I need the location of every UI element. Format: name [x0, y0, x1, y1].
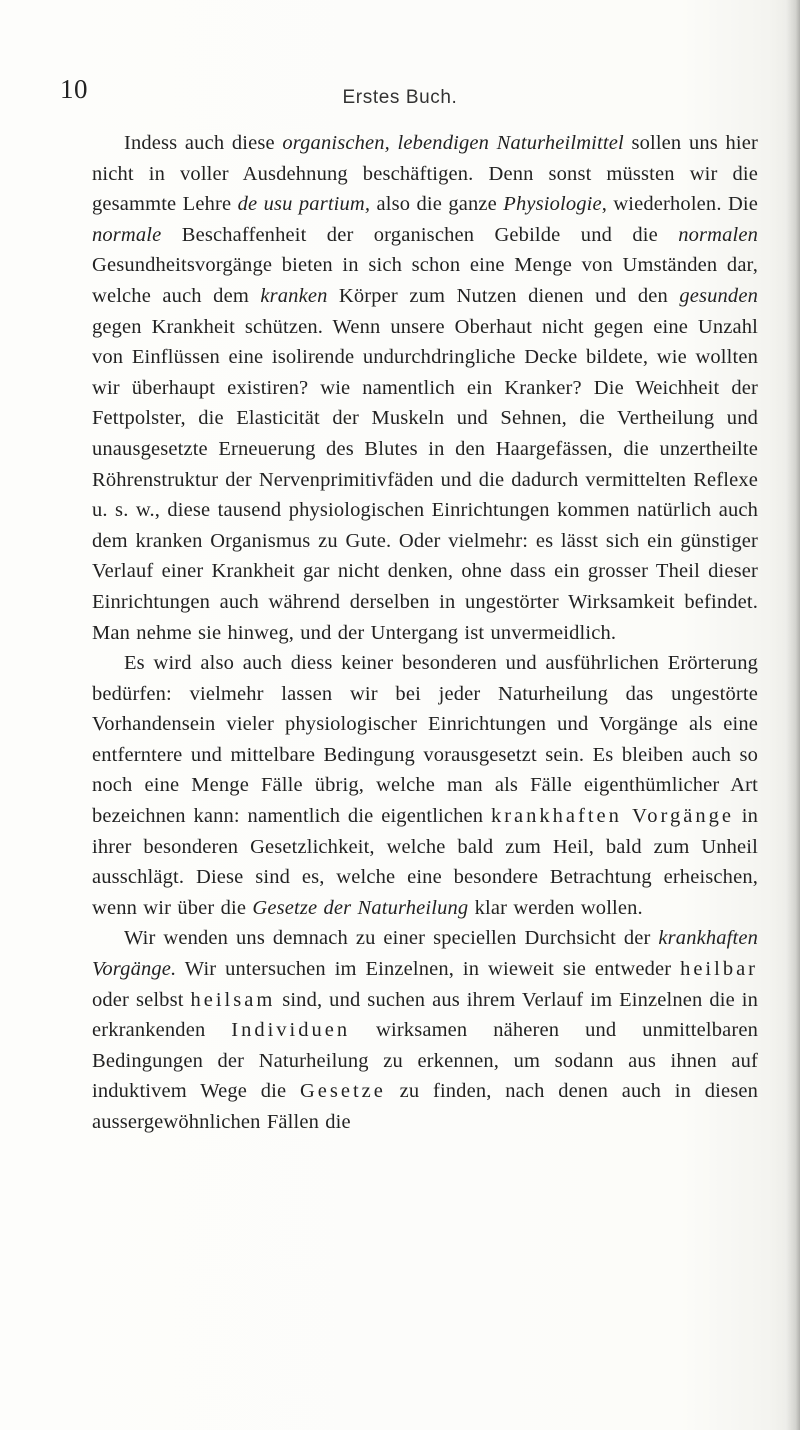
italic-run: kranken [260, 284, 328, 307]
text-run: Es wird also auch diess keiner besonderen und ausführlichen Erörterung bedürfen: vielmehr lassen wir bei jeder Naturheilung das ungestörte Vorhandensein vieler physiologischer Einrichtungen und Vorgänge als eine entferntere und mittelbare Bedingung vorausgesetzt sein. Es bleiben auch so noch eine Menge Fälle übrig, welche man als Fälle eigenthümlicher Art bezeichnen kann: namentlich die eigentlichen [92, 652, 758, 828]
text-run: wirksamen näheren und unmittelbaren Bedingungen der Naturheilung zu erkennen, um sodann aus ihnen auf induktivem Wege die [92, 1019, 759, 1103]
italic-run: normalen [678, 223, 758, 246]
text-run: zu finden, nach denen auch in diesen aussergewöhnlichen Fällen die [92, 1080, 758, 1133]
paragraph-1 [92, 128, 758, 648]
text-run: Wir wenden uns demnach zu einer speciellen Durchsicht der [124, 927, 659, 950]
page-edge-shadow [786, 0, 800, 1430]
text-run: sind, und suchen aus ihrem Verlauf im Einzelnen die in erkrankenden [92, 988, 759, 1042]
text-run: klar werden wollen. [468, 896, 643, 919]
italic-run: Physiologie [503, 193, 602, 216]
spaced-run: heilbar [680, 958, 758, 981]
paragraph-3 [92, 923, 758, 1137]
page-number: 10 [60, 74, 88, 104]
text-run: oder selbst [92, 988, 191, 1011]
text-run: , wiederholen. Die [601, 193, 759, 216]
text-run: sollen uns hier nicht in voller Ausdehnung beschäftigen. Denn sonst müssten wir die gesammte Lehre [92, 132, 759, 216]
italic-run: normale [92, 223, 162, 246]
text-run: Gesundheitsvorgänge bieten in sich schon eine Menge von Umständen dar, welche auch dem [92, 254, 758, 307]
spaced-run: heilsam [190, 988, 276, 1011]
spaced-run: Gesetze [299, 1080, 386, 1103]
italic-run: Gesetze der Naturheilung [252, 896, 469, 919]
italic-run: organischen, lebendigen Naturheilmittel [282, 132, 624, 154]
text-run: Körper zum Nutzen dienen und den [327, 284, 680, 307]
text-run: Indess auch diese [124, 132, 283, 154]
body-text [92, 128, 758, 1138]
text-run: also die ganze [370, 193, 504, 216]
italic-run: gesunden [679, 284, 758, 307]
text-run: Wir untersuchen im Einzelnen, in wieweit sie entweder [176, 958, 681, 981]
spaced-run: Individuen [231, 1019, 351, 1042]
text-run: in ihrer besonderen Gesetzlichkeit, welche bald zum Heil, bald zum Unheil ausschlägt. Diese sind es, welche eine besondere Betrachtung erheischen, wenn wir über die [92, 805, 758, 919]
text-run: Beschaffenheit der organischen Gebilde und die [161, 223, 679, 246]
spaced-run: krankhaften Vorgänge [490, 805, 734, 828]
running-title: Erstes Buch. [342, 87, 458, 108]
italic-run: de usu partium, [237, 193, 371, 216]
italic-run: krankhaften Vorgänge. [92, 927, 758, 981]
text-run: gegen Krankheit schützen. Wenn unsere Oberhaut nicht gegen eine Unzahl von Einflüssen eine isolirende undurchdringliche Decke bildete, wie wollten wir überhaupt existiren? wie namentlich ein Kranker? Die Weichheit der Fettpolster, die Elasticität der Muskeln und Sehnen, die Vertheilung und unausgesetzte Erneuerung des Blutes in den Haargefässen, die unzertheilte Röhrenstruktur der Nervenprimitivfäden und die dadurch vermittelten Reflexe u. s. w., diese tausend physiologischen Einrichtungen kommen natürlich auch dem kranken Organismus zu Gute. Oder vielmehr: es lässt sich ein günstiger Verlauf einer Krankheit gar nicht denken, ohne dass ein grosser Theil dieser Einrichtungen auch während derselben in ungestörter Wirksamkeit befindet. Man nehme sie hinweg, und der Untergang ist unvermeidlich. [92, 315, 758, 644]
paragraph-2 [92, 648, 758, 923]
